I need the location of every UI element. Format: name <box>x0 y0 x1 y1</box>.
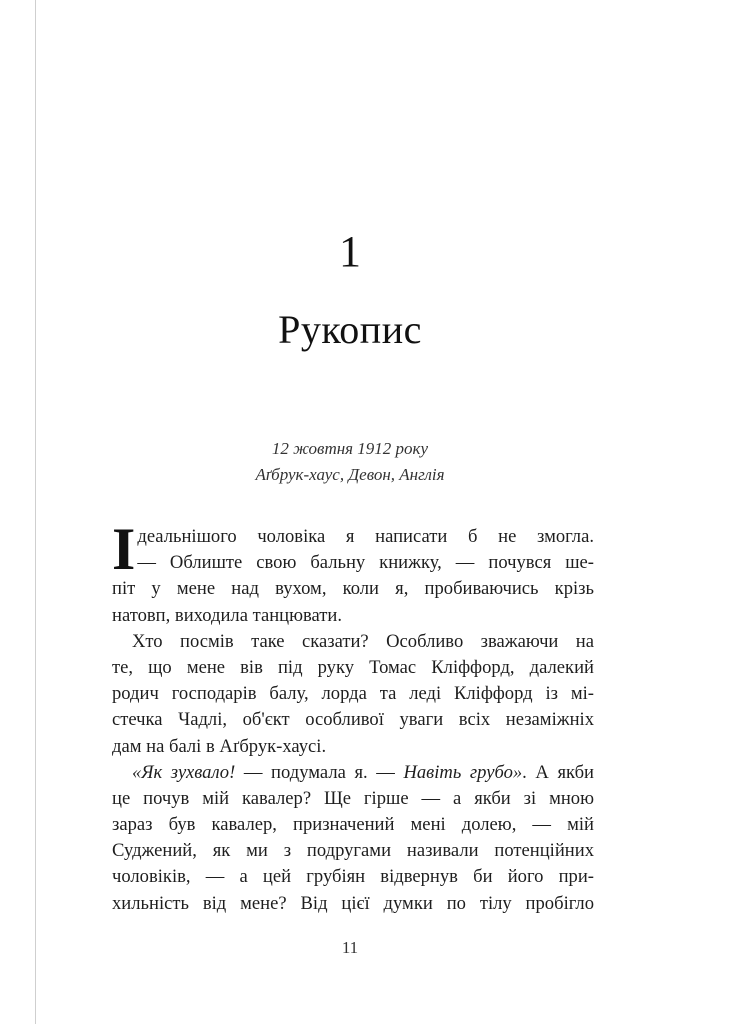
text-line: Хто посмів таке сказати? Особливо зважаючи на <box>132 630 594 652</box>
italic-quote: Навіть грубо» <box>403 761 523 783</box>
text-line: дам на балі в Аґбрук-хаусі. <box>112 735 327 757</box>
text-line: стечка Чадлі, об'єкт особливої уваги всіх незаміжніх <box>112 709 594 731</box>
text-line: це почув мій кавалер? Ще гірше — а якби зі мною <box>112 787 594 809</box>
text-line: хильність від мене? Від цієї думки по тілу пробігло <box>112 892 594 914</box>
text-line: деальнішого чоловіка я написати б не змогла. <box>137 526 594 547</box>
plain-text: . А якби <box>522 761 594 783</box>
body-text <box>112 516 594 917</box>
text-line: Суджений, як ми з подругами називали потенційних <box>112 840 594 862</box>
chapter-number: 1 <box>339 227 361 276</box>
text-line: — Облиште свою бальну книжку, — почувся ше- <box>137 552 594 574</box>
epigraph-place: Аґбрук-хаус, Девон, Англія <box>255 465 445 484</box>
page-number: 11 <box>341 938 359 957</box>
chapter-epigraph <box>0 436 700 488</box>
chapter-title: Рукопис <box>278 307 422 352</box>
drop-cap: І <box>112 516 136 582</box>
text-line: натовп, виходила танцювати. <box>112 604 343 626</box>
italic-quote: «Як зухвало! <box>132 761 236 783</box>
text-line: піт у мене над вухом, коли я, пробиваючись крізь <box>112 578 594 600</box>
page-gutter-line <box>35 0 36 1024</box>
text-line: те, що мене вів під руку Томас Кліффорд, далекий <box>112 656 594 678</box>
plain-text: — подумала я. — <box>235 761 404 783</box>
text-line: чоловіків, — а цей грубіян відвернув би його при- <box>112 866 594 888</box>
text-line: зараз був кавалер, призначений мені долею, — мій <box>112 814 594 836</box>
text-line <box>112 760 594 786</box>
epigraph-date: 12 жовтня 1912 року <box>271 439 429 458</box>
text-line: родич господарів балу, лорда та леді Кліффорд із мі- <box>112 683 594 705</box>
